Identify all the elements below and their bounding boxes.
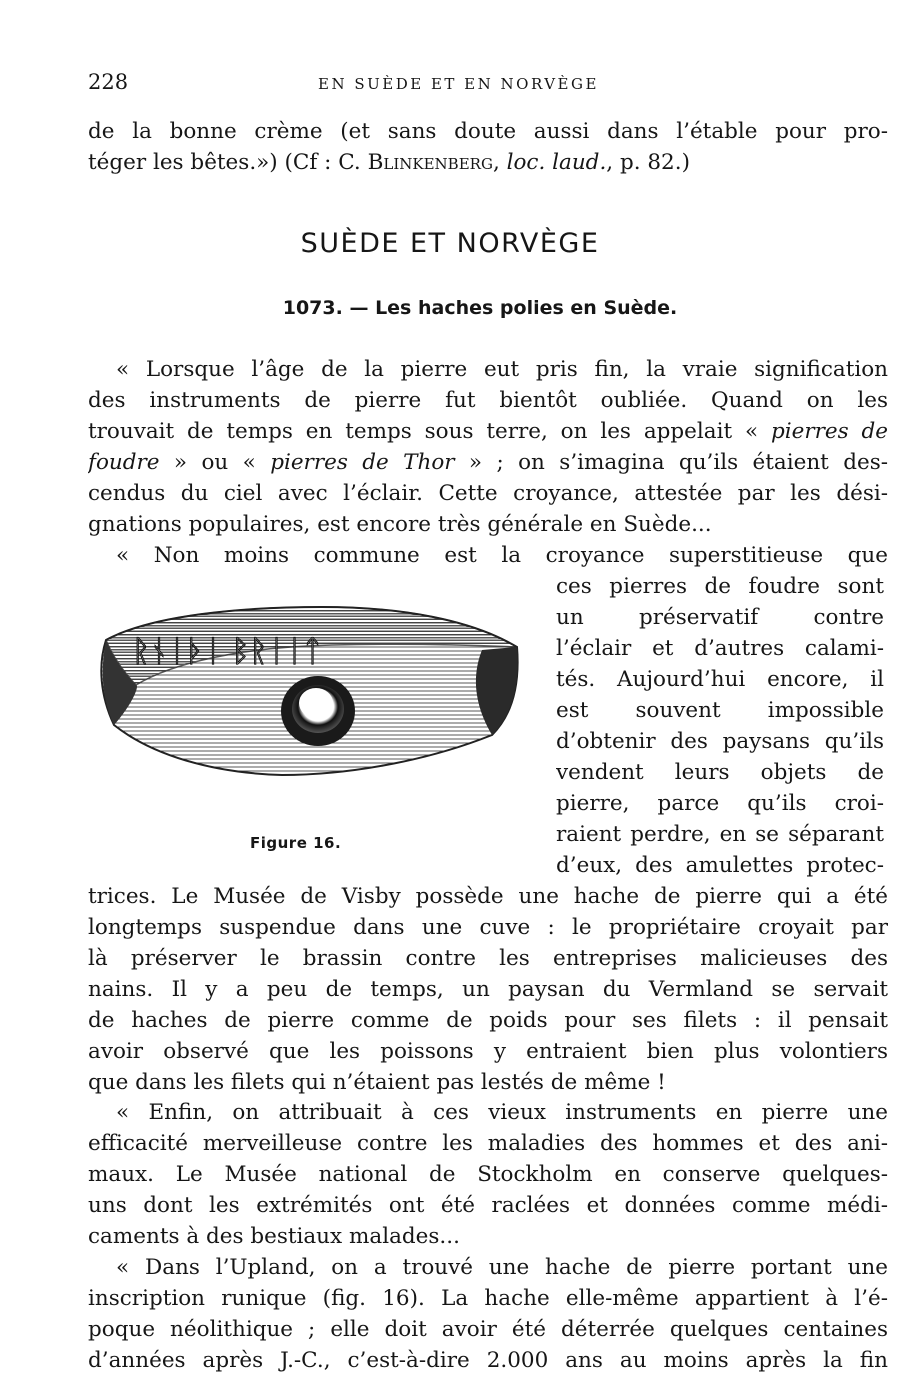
paragraph-1 <box>88 354 888 571</box>
text-line: de la bonne crème (et sans doute aussi dans l’étable pour pro- <box>88 119 888 144</box>
text-line: « Non moins commune est la croyance superstitieuse que <box>116 543 888 568</box>
text-line: raient perdre, en se séparant <box>556 822 884 847</box>
subsection-title: 1073. — Les haches polies en Suède. <box>282 297 678 319</box>
reference: loc. laud. <box>506 150 607 175</box>
text-line: avoir observé que les poissons y entraient bien plus volontiers <box>88 1039 888 1064</box>
intro-paragraph <box>88 116 888 178</box>
paragraph-4 <box>88 1252 888 1376</box>
text-line: ces pierres de foudre sont <box>556 574 884 599</box>
text-line: tés. Aujourd’hui encore, il <box>556 667 884 692</box>
rune-axe-illustration <box>92 585 524 780</box>
page-number: 228 <box>88 70 129 94</box>
text-line: foudre » ou « pierres de Thor » ; on s’imagina qu’ils étaient des- <box>88 450 888 475</box>
text-line: pierre, parce qu’ils croi- <box>556 791 884 816</box>
wrapped-text <box>556 571 884 881</box>
text-line: téger les bêtes.») (Cf : C. Blinkenberg, loc. laud., p. 82.) <box>88 150 690 175</box>
rune-inscription: ᚱᚾᛁᚦᛁ ᛒᚱᛁᛁᛏ <box>132 634 322 669</box>
text-line: d’obtenir des paysans qu’ils <box>556 729 884 754</box>
text-line: un préservatif contre <box>556 605 884 630</box>
section-title: SUÈDE ET NORVÈGE <box>300 228 600 259</box>
text-line: d’eux, des amulettes protec- <box>556 853 884 878</box>
text-line: des instruments de pierre fut bientôt oubliée. Quand on les <box>88 388 888 413</box>
text-line: « Dans l’Upland, on a trouvé une hache de pierre portant une <box>116 1255 888 1280</box>
text-line: efficacité merveilleuse contre les maladies des hommes et des ani- <box>88 1131 888 1156</box>
text-line: nains. Il y a peu de temps, un paysan du Vermland se servait <box>88 977 888 1002</box>
figure-caption: Figure 16. <box>250 834 342 852</box>
text-line: que dans les filets qui n’étaient pas lestés de même ! <box>88 1070 666 1095</box>
author-name: Blinkenberg <box>367 150 493 175</box>
paragraph-3 <box>88 1097 888 1252</box>
figure-rune-axe <box>92 585 524 780</box>
text-line: là préserver le brassin contre les entreprises malicieuses des <box>88 946 888 971</box>
text-line: longtemps suspendue dans une cuve : le propriétaire croyait par <box>88 915 888 940</box>
paragraph-2-continued <box>88 881 888 1098</box>
text-line: trouvait de temps en temps sous terre, on les appelait « pierres de <box>88 419 888 444</box>
text-line: poque néolithique ; elle doit avoir été déterrée quelques centaines <box>88 1317 888 1342</box>
text-line: maux. Le Musée national de Stockholm en conserve quelques- <box>88 1162 888 1187</box>
text-line: uns dont les extrémités ont été raclées et données comme médi- <box>88 1193 888 1218</box>
text-line: trices. Le Musée de Visby possède une hache de pierre qui a été <box>88 884 888 909</box>
text-line: gnations populaires, est encore très générale en Suède... <box>88 512 712 537</box>
text-line: « Enfin, on attribuait à ces vieux instruments en pierre une <box>116 1100 888 1125</box>
text-line: cendus du ciel avec l’éclair. Cette croyance, attestée par les dési- <box>88 481 888 506</box>
text-line: caments à des bestiaux malades... <box>88 1224 460 1249</box>
running-title: EN SUÈDE ET EN NORVÈGE <box>318 75 599 93</box>
text-line: d’années après J.-C., c’est-à-dire 2.000 ans au moins après la fin <box>88 1348 888 1373</box>
text-line: inscription runique (fig. 16). La hache elle-même appartient à l’é- <box>88 1286 888 1311</box>
page-header <box>88 70 888 100</box>
text-line: est souvent impossible <box>556 698 884 723</box>
text-line: vendent leurs objets de <box>556 760 884 785</box>
text-line: de haches de pierre comme de poids pour ses filets : il pensait <box>88 1008 888 1033</box>
text-line: « Lorsque l’âge de la pierre eut pris fin, la vraie signification <box>116 357 888 382</box>
text-line: l’éclair et d’autres calami- <box>556 636 884 661</box>
